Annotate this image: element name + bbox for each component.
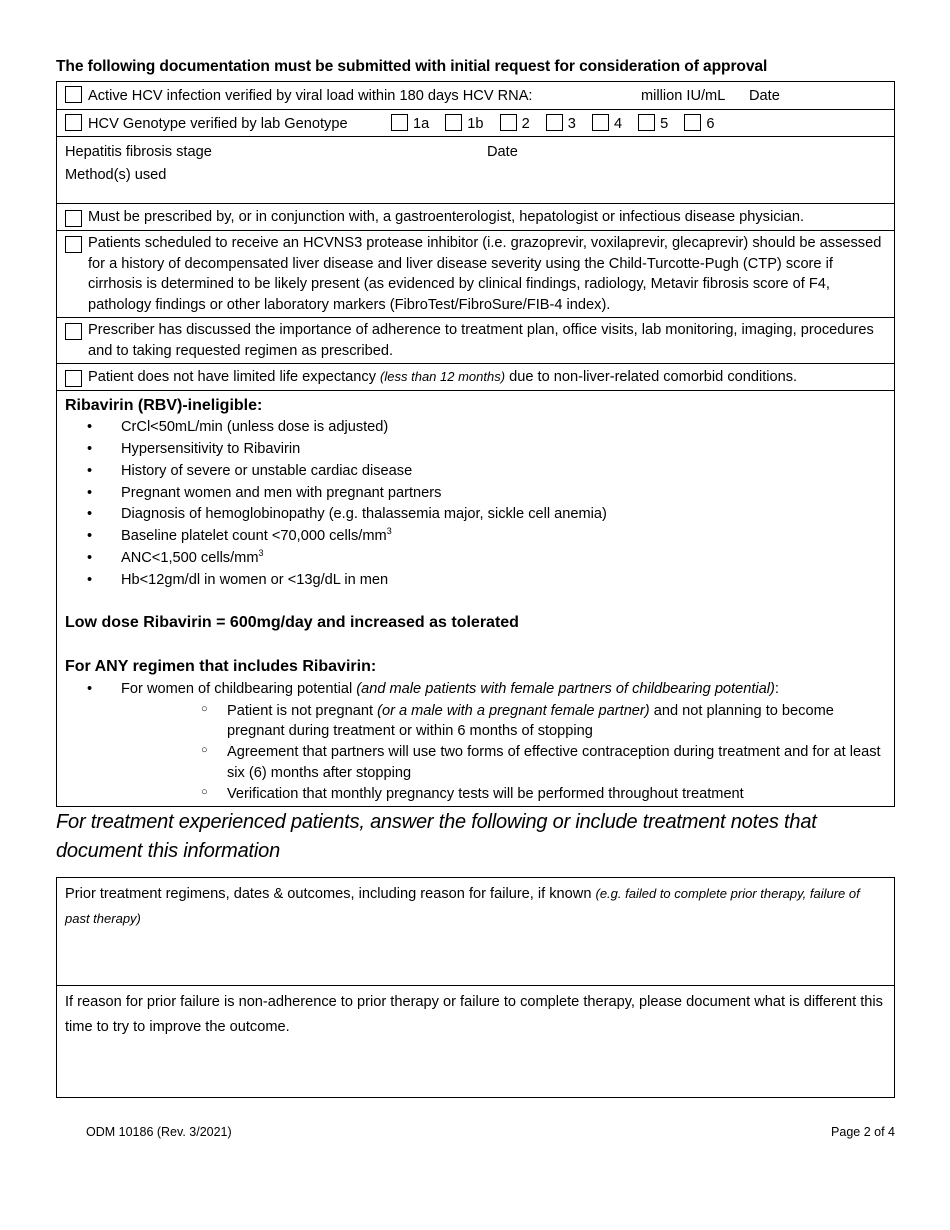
list-item: • Hypersensitivity to Ribavirin xyxy=(87,439,886,461)
page-number: Page 2 of 4 xyxy=(831,1125,895,1139)
sub-list xyxy=(201,701,886,805)
genotype-label: HCV Genotype verified by lab Genotype xyxy=(88,116,348,132)
prior-treatment-field[interactable]: Prior treatment regimens, dates & outcomes, including reason for failure, if known (e.g. failed to complete prior therapy, failure of past therapy) xyxy=(57,878,894,986)
genotype-option[interactable]: 5 xyxy=(638,114,668,135)
fibrosis-stage-label: Hepatitis fibrosis stage xyxy=(65,144,212,160)
fibrosis-method-label: Method(s) used xyxy=(65,167,167,183)
protease-checkbox[interactable] xyxy=(65,236,82,253)
sub-list-item: ○ Verification that monthly pregnancy tests will be performed throughout treatment xyxy=(201,784,886,805)
protease-text: Patients scheduled to receive an HCVNS3 protease inhibitor (i.e. grazoprevir, voxilaprevir, glecaprevir) should be assessed for a history of decompensated liver disease and liver disease severity using the Child-Turcotte-Pugh (CTP) score if cirrhosis is determined to be likely present (as evidenced by clinical findings, radiology, Metavir fibrosis score of F4, pathology findings or other laboratory markers (FibroTest/FibroSure/FIB-4 index). xyxy=(88,234,882,314)
genotype-option[interactable]: 3 xyxy=(546,114,576,135)
hcv-infection-checkbox[interactable] xyxy=(65,86,82,103)
nonadherence-field[interactable]: If reason for prior failure is non-adherence to prior therapy or failure to complete therapy, please document what is different this time to try to improve the outcome. xyxy=(65,994,883,1035)
low-dose-text: Low dose Ribavirin = 600mg/day and increased as tolerated xyxy=(65,614,519,632)
life-expectancy-text: Patient does not have limited life expectancy (less than 12 months) due to non-liver-related comorbid conditions. xyxy=(88,368,798,385)
section-heading: The following documentation must be submitted with initial request for consideration of approval xyxy=(56,58,768,75)
any-regimen-title: For ANY regimen that includes Ribavirin: xyxy=(65,658,377,676)
list-item: • Diagnosis of hemoglobinopathy (e.g. thalassemia major, sickle cell anemia) xyxy=(87,504,886,526)
experienced-title: For treatment experienced patients, answer the following or include treatment notes that document this information xyxy=(56,811,817,862)
life-expectancy-row xyxy=(57,364,894,391)
genotype-option[interactable]: 2 xyxy=(500,114,530,135)
ribavirin-list xyxy=(87,417,886,591)
fibrosis-date-label: Date xyxy=(487,144,518,160)
hcv-infection-label: Active HCV infection verified by viral load within 180 days HCV RNA: xyxy=(88,88,533,104)
form-id: ODM 10186 (Rev. 3/2021) xyxy=(86,1125,232,1139)
prescriber-checkbox[interactable] xyxy=(65,210,82,227)
genotype-option[interactable]: 6 xyxy=(684,114,714,135)
list-item: • ANC<1,500 cells/$mm^3$ xyxy=(87,548,886,570)
hcv-date-label: Date xyxy=(749,88,780,104)
any-regimen-list xyxy=(87,679,886,701)
adherence-text: Prescriber has discussed the importance of adherence to treatment plan, office visits, lab monitoring, imaging, procedures and to taking requested regimen as prescribed. xyxy=(88,322,874,360)
prescriber-text: Must be prescribed by, or in conjunction with, a gastroenterologist, hepatologist or infectious disease physician. xyxy=(88,209,805,225)
experienced-table xyxy=(56,877,895,1098)
list-item: • Baseline platelet count <70,000 cells/$mm^3$ xyxy=(87,526,886,548)
list-item: • History of severe or unstable cardiac disease xyxy=(87,461,886,483)
genotype-option[interactable]: 1b xyxy=(445,114,483,135)
ribavirin-section xyxy=(57,391,894,807)
prescriber-row xyxy=(57,204,894,231)
ribavirin-title: Ribavirin (RBV)-ineligible: xyxy=(65,396,263,414)
protease-row xyxy=(57,231,894,318)
sub-list-item: ○ Agreement that partners will use two forms of effective contraception during treatment and for at least six (6) months after stopping xyxy=(201,742,886,783)
list-item: • CrCl<50mL/min (unless dose is adjusted) xyxy=(87,417,886,439)
life-expectancy-checkbox[interactable] xyxy=(65,370,82,387)
list-item: • Hb<12gm/dl in women or <13g/dL in men xyxy=(87,570,886,592)
sub-list-item: ○ Patient is not pregnant (or a male with a pregnant female partner) and not planning to become pregnant during treatment or within 6 months of stopping xyxy=(201,701,886,742)
documentation-table xyxy=(56,81,895,807)
genotype-options xyxy=(391,114,722,135)
adherence-checkbox[interactable] xyxy=(65,323,82,340)
genotype-row xyxy=(57,110,894,137)
hcv-infection-row xyxy=(57,82,894,110)
genotype-option[interactable]: 1a xyxy=(391,114,429,135)
fibrosis-row xyxy=(57,137,894,204)
adherence-row xyxy=(57,318,894,364)
genotype-option[interactable]: 4 xyxy=(592,114,622,135)
list-item: • For women of childbearing potential (and male patients with female partners of childbearing potential): xyxy=(87,679,886,701)
hcv-unit-label: million IU/mL xyxy=(641,88,726,104)
genotype-checkbox[interactable] xyxy=(65,114,82,131)
list-item: • Pregnant women and men with pregnant partners xyxy=(87,483,886,505)
